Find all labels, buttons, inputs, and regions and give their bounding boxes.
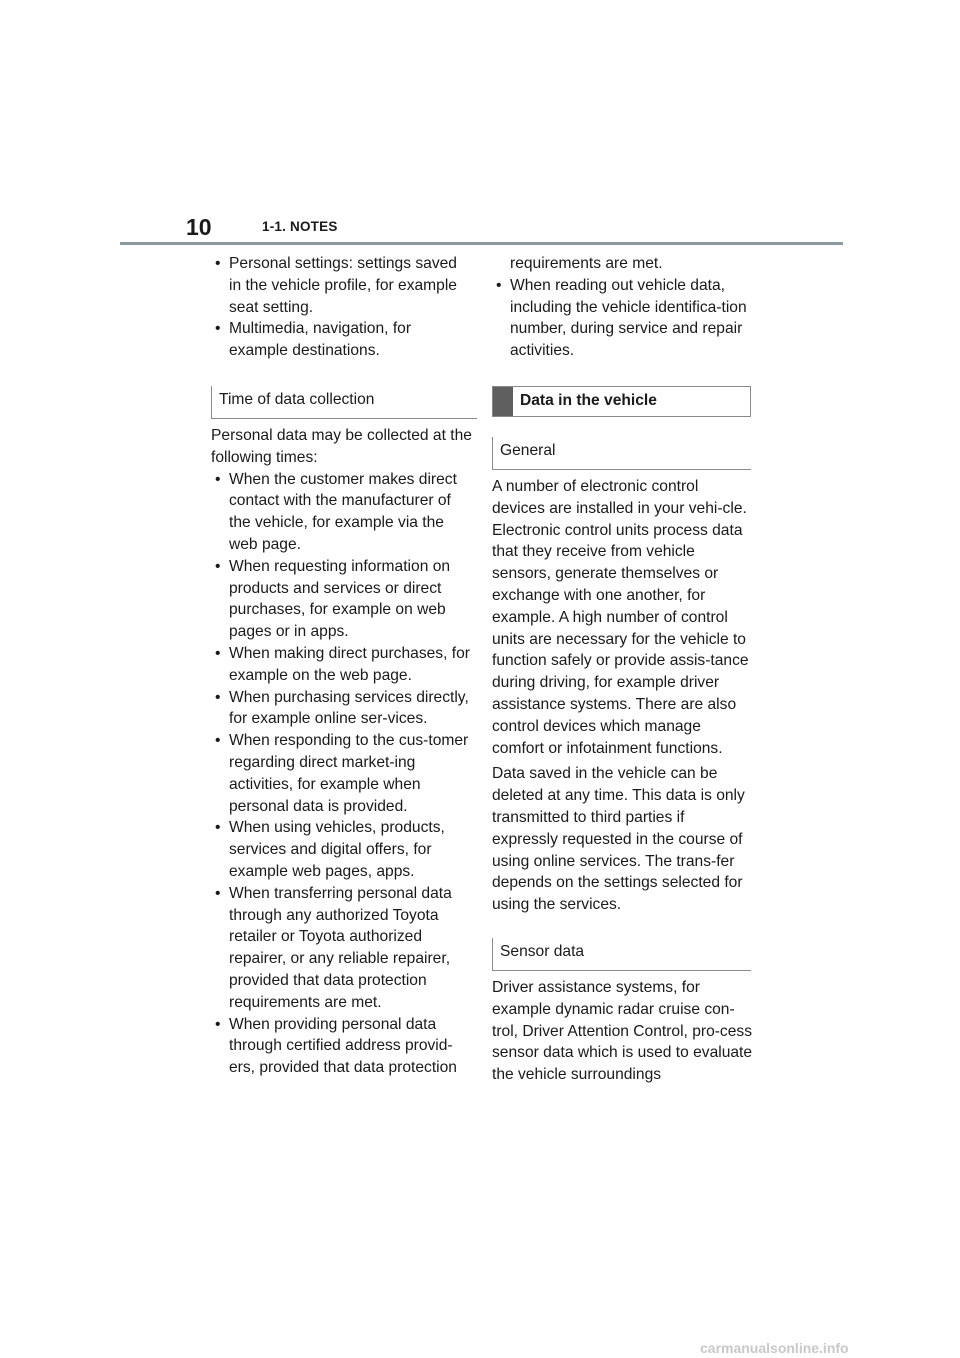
list-item: • When providing personal data through certified address provid-ers, provided that data protection bbox=[211, 1014, 473, 1079]
subheading-general bbox=[492, 437, 751, 470]
section-title: 1-1. NOTES bbox=[262, 219, 338, 234]
section-heading-label: Data in the vehicle bbox=[520, 391, 657, 409]
header-divider bbox=[120, 242, 843, 245]
subheading-sensor-data bbox=[492, 938, 751, 971]
heading-marker-block bbox=[493, 387, 513, 416]
list-item: • When using vehicles, products, services and digital offers, for example web pages, apps. bbox=[211, 817, 473, 882]
list-item: • When requesting information on products and services or direct purchases, for example on web pages or in apps. bbox=[211, 556, 473, 643]
sensor-paragraph: Driver assistance systems, for example dynamic radar cruise con-trol, Driver Attention Control, pro-cess sensor data which is used to evaluate the vehicle surroundings bbox=[492, 978, 753, 1084]
time-intro-text: Personal data may be collected at the following times: bbox=[211, 426, 472, 466]
continuation-text: requirements are met. bbox=[510, 255, 663, 272]
list-item: • When making direct purchases, for example on the web page. bbox=[211, 643, 473, 687]
subheading-label: General bbox=[500, 441, 556, 459]
left-column bbox=[211, 253, 473, 1079]
right-column bbox=[492, 253, 754, 1086]
list-item: • When transferring personal data through any authorized Toyota retailer or Toyota authorized repairer, or any reliable repairer, provided that data protection requirements are met. bbox=[211, 883, 473, 1014]
subheading-label: Time of data collection bbox=[219, 390, 375, 408]
watermark: carmanualsonline.info bbox=[700, 1340, 849, 1356]
continuation-bullet-list bbox=[492, 275, 754, 362]
time-bullet-list bbox=[211, 469, 473, 1079]
subheading-label: Sensor data bbox=[500, 942, 585, 960]
general-paragraph: A number of electronic control devices are installed in your vehi-cle. Electronic control units process data that they receive from vehicle sensors, generate themselves or exchange with one another, for example. A high number of control units are necessary for the vehicle to function safely or provide assis-tance during driving, for example driver assistance systems. There are also control devices which manage comfort or infotainment functions. bbox=[492, 477, 749, 757]
list-item: • When responding to the cus-tomer regarding direct market-ing activities, for example when personal data is provided. bbox=[211, 730, 473, 817]
list-item: • Multimedia, navigation, for example destinations. bbox=[211, 318, 473, 362]
intro-bullet-list bbox=[211, 253, 473, 362]
general-paragraph: Data saved in the vehicle can be deleted at any time. This data is only transmitted to third parties if expressly requested in the course of using online services. The trans-fer depends on the settings selected for using the services. bbox=[492, 765, 745, 914]
section-heading-data-in-the-vehicle bbox=[492, 386, 751, 417]
list-item: • When the customer makes direct contact with the manufacturer of the vehicle, for example via the web page. bbox=[211, 469, 473, 556]
list-item: • When purchasing services directly, for example online ser-vices. bbox=[211, 687, 473, 731]
list-item: • Personal settings: settings saved in the vehicle profile, for example seat setting. bbox=[211, 253, 473, 318]
page-number: 10 bbox=[186, 214, 212, 240]
subheading-time-of-data-collection bbox=[211, 386, 477, 419]
list-item: • When reading out vehicle data, including the vehicle identifica-tion number, during service and repair activities. bbox=[492, 275, 754, 362]
